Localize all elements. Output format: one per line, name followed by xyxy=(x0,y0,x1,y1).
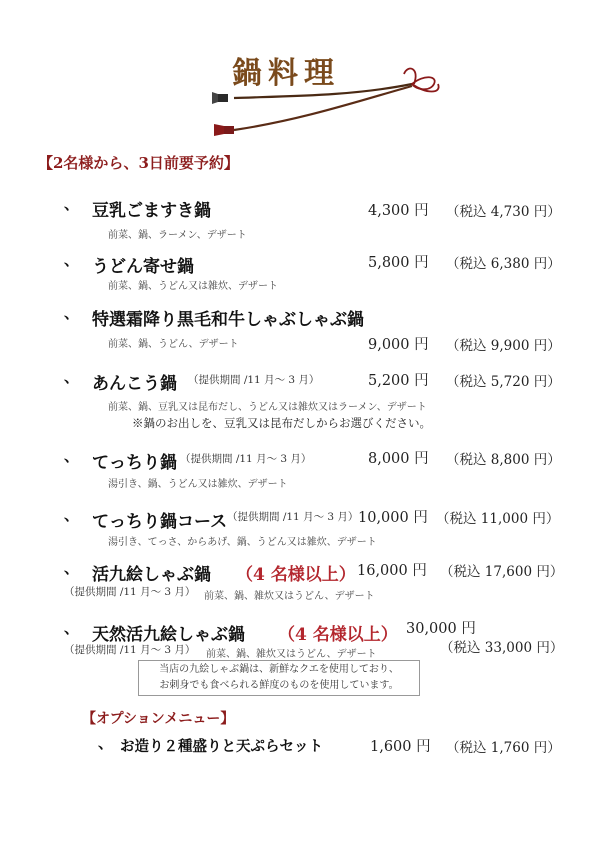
menu-item-description: 前菜、鍋、うどん又は雑炊、デザート xyxy=(108,281,278,292)
menu-item-name: うどん寄せ鍋 xyxy=(92,257,194,277)
menu-item-period: （提供期間 /11 月～ 3 月） xyxy=(227,511,359,523)
menu-item-description: 前菜、鍋、うどん、デザート xyxy=(108,339,239,350)
bullet-mark: 、 xyxy=(64,559,80,577)
reservation-notice: 【2名様から、3日前要予約】 xyxy=(38,154,239,172)
bullet-mark: 、 xyxy=(64,506,80,524)
note-line: 当店の九絵しゃぶ鍋は、新鮮なクエを使用しており、 xyxy=(159,664,399,675)
menu-item-price: 5,200 円 xyxy=(368,373,429,389)
minimum-party-size: （4 名様以上） xyxy=(236,565,356,585)
menu-item-tax-price: （税込 4,730 円） xyxy=(446,204,561,220)
menu-item-description: 前菜、鍋、雑炊又はうどん、デザート xyxy=(206,649,377,660)
bullet-mark: 、 xyxy=(64,619,80,637)
menu-item-price: 9,000 円 xyxy=(368,337,429,353)
menu-item-tax-price: （税込 17,600 円） xyxy=(440,564,564,580)
bullet-mark: 、 xyxy=(64,447,80,465)
menu-item-name: 天然活九絵しゃぶ鍋 xyxy=(92,625,245,645)
option-item-name: お造り２種盛りと天ぷらセット xyxy=(120,738,323,755)
option-item-price: 1,600 円 xyxy=(370,739,431,755)
menu-item-description: 前菜、鍋、ラーメン、デザート xyxy=(108,230,247,241)
menu-item-tax-price: （税込 9,900 円） xyxy=(446,338,561,354)
menu-item-tax-price: （税込 6,380 円） xyxy=(446,256,561,272)
kue-freshness-note-box xyxy=(138,660,420,696)
menu-item-tax-price: （税込 11,000 円） xyxy=(436,511,560,527)
bullet-mark: 、 xyxy=(64,195,80,213)
menu-item-tax-price: （税込 8,800 円） xyxy=(446,452,561,468)
bullet-mark: 、 xyxy=(64,251,80,269)
menu-item-period: （提供期間 /11 月～ 3 月） xyxy=(64,586,196,598)
menu-item-tax-price: （税込 33,000 円） xyxy=(440,640,564,656)
menu-item-period: （提供期間 /11 月～ 3 月） xyxy=(188,374,320,386)
menu-item-price: 4,300 円 xyxy=(368,203,429,219)
tassel-cord-decoration xyxy=(212,60,452,140)
menu-item-tax-price: （税込 5,720 円） xyxy=(446,374,561,390)
menu-item-description: 前菜、鍋、雑炊又はうどん、デザート xyxy=(204,591,375,602)
menu-item-description: 湯引き、てっさ、からあげ、鍋、うどん又は雑炊、デザート xyxy=(108,537,377,548)
broth-choice-note: ※鍋のお出しを、豆乳又は昆布だしからお選びください。 xyxy=(132,416,431,430)
menu-item-price: 8,000 円 xyxy=(368,451,429,467)
menu-item-price: 30,000 円 xyxy=(406,621,476,637)
menu-item-name: てっちり鍋コース xyxy=(92,512,228,532)
option-menu-title: 【オプションメニュー】 xyxy=(82,711,235,727)
menu-item-price: 10,000 円 xyxy=(358,510,428,526)
menu-item-name: あんこう鍋 xyxy=(92,374,177,394)
menu-item-period: （提供期間 /11 月～ 3 月） xyxy=(180,453,312,465)
bullet-mark: 、 xyxy=(98,734,114,752)
menu-item-period: （提供期間 /11 月～ 3 月） xyxy=(64,644,196,656)
menu-item-name: 豆乳ごますき鍋 xyxy=(92,201,211,221)
menu-item-name: てっちり鍋 xyxy=(92,453,177,473)
page-title: 鍋料理 xyxy=(232,56,340,91)
menu-item-description: 湯引き、鍋、うどん又は雑炊、デザート xyxy=(108,479,288,490)
note-line: お刺身でも食べられる鮮度のものを使用しています。 xyxy=(159,680,399,691)
bullet-mark: 、 xyxy=(64,304,80,322)
option-item-tax-price: （税込 1,760 円） xyxy=(446,740,561,756)
menu-item-name: 特選霜降り黒毛和牛しゃぶしゃぶ鍋 xyxy=(92,310,364,330)
menu-item-name: 活九絵しゃぶ鍋 xyxy=(92,565,211,585)
minimum-party-size: （4 名様以上） xyxy=(278,625,398,645)
bullet-mark: 、 xyxy=(64,368,80,386)
menu-item-price: 5,800 円 xyxy=(368,255,429,271)
menu-item-description: 前菜、鍋、豆乳又は昆布だし、うどん又は雑炊又はラーメン、デザート xyxy=(108,402,427,413)
menu-item-price: 16,000 円 xyxy=(357,563,427,579)
